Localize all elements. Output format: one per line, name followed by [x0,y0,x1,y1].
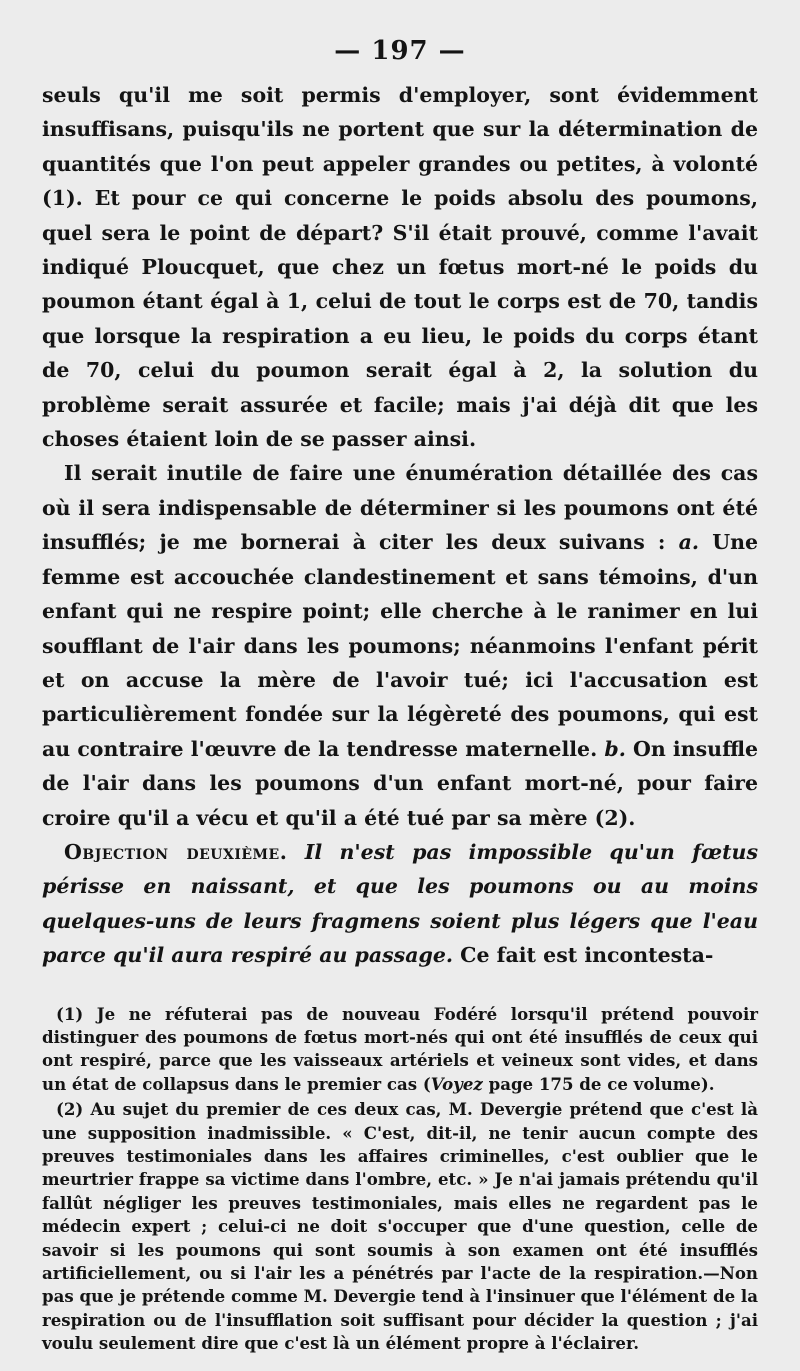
footnote-2: (2) Au sujet du premier de ces deux cas, M. Devergie prétend que c'est là une supposition inadmissible. « C'est, dit-il, ne tenir aucun compte des preuves testimoniales dans les affaires criminelles, c'est oublier que le meurtrier frappe sa victime dans l'ombre, etc. » Je n'ai jamais prétendu qu'il fallût négliger les preuves testimoniales, mais elles ne regardent pas le médecin expert ; celui-ci ne doit s'occuper que d'une question, celle de savoir si les poumons qui sont soumis à son examen ont été insufflés artificiellement, ou si l'air les a pénétrés par l'acte de la respiration.—Non pas que je prétende comme M. Devergie tend à l'insinuer que l'élément de la respiration ou de l'insufflation soit suffisant pour décider la question ; j'ai voulu seulement dire que c'est là un élément propre à l'éclairer. [42,1099,758,1354]
paragraph-3-continuation: Ce fait est incontesta- [460,943,714,968]
objection-statement: Il n'est pas impossible qu'un fœtus périsse en naissant, et que les poumons ou au moins quelques-uns de leurs fragmens soient plus légers que l'eau parce qu'il aura respiré au passage. [42,839,759,968]
footnote-1-text: (1) Je ne réfuterai pas de nouveau Fodéré lorsqu'il prétend pouvoir distinguer des poumons de fœtus mort-nés qui ont été insufflés de ceux qui ont respiré, parce que les vaisseaux artériels et veineux sont vides, et dans un état de collapsus dans le premier cas ( [42,1003,758,1094]
paragraph-2-case-b: On insuffle de l'air dans les poumons d'un enfant mort-né, pour faire croire qu'il a vécu et qu'il a été tué par sa mère (2). [42,736,759,830]
footnote-1-voyez: Voyez [430,1073,483,1094]
footnotes [42,1003,758,1356]
paragraph-2 [42,456,758,834]
paragraph-2-case-a: Une femme est accouchée clandestinement et sans témoins, d'un enfant qui ne respire point; elle cherche à le ranimer en lui soufflant de l'air dans les poumons; néanmoins l'enfant périt et on accuse la mère de l'avoir tué; ici l'accusation est particulièrement fondée sur la légèreté des poumons, qui est au contraire l'œuvre de la tendresse maternelle. [42,530,759,761]
paragraph-3 [42,835,758,973]
case-label-a: a. [678,530,700,555]
main-text [42,78,758,973]
objection-heading: Objection deuxième. [64,839,288,864]
page-number: — 197 — [334,36,466,66]
footnote-1 [42,1003,758,1097]
paragraph-1: seuls qu'il me soit permis d'employer, sont évidemment insuffisans, puisqu'ils ne portent que sur la détermination de quantités que l'on peut appeler grandes ou petites, à volonté (1). Et pour ce qui concerne le poids absolu des poumons, quel sera le point de départ? S'il était prouvé, comme l'avait indiqué Ploucquet, que chez un fœtus mort-né le poids du poumon étant égal à 1, celui de tout le corps est de 70, tandis que lorsque la respiration a eu lieu, le poids du corps étant de 70, celui du poumon serait égal à 2, la solution du problème serait assurée et facile; mais j'ai déjà dit que les choses étaient loin de se passer ainsi. [42,83,758,452]
paragraph-2-intro: Il serait inutile de faire une énumération détaillée des cas où il sera indispensable de déterminer si les poumons ont été insufflés; je me bornerai à citer les deux suivans : [42,461,758,555]
case-label-b: b. [604,736,626,761]
footnote-1-end: page 175 de ce volume). [488,1073,715,1094]
